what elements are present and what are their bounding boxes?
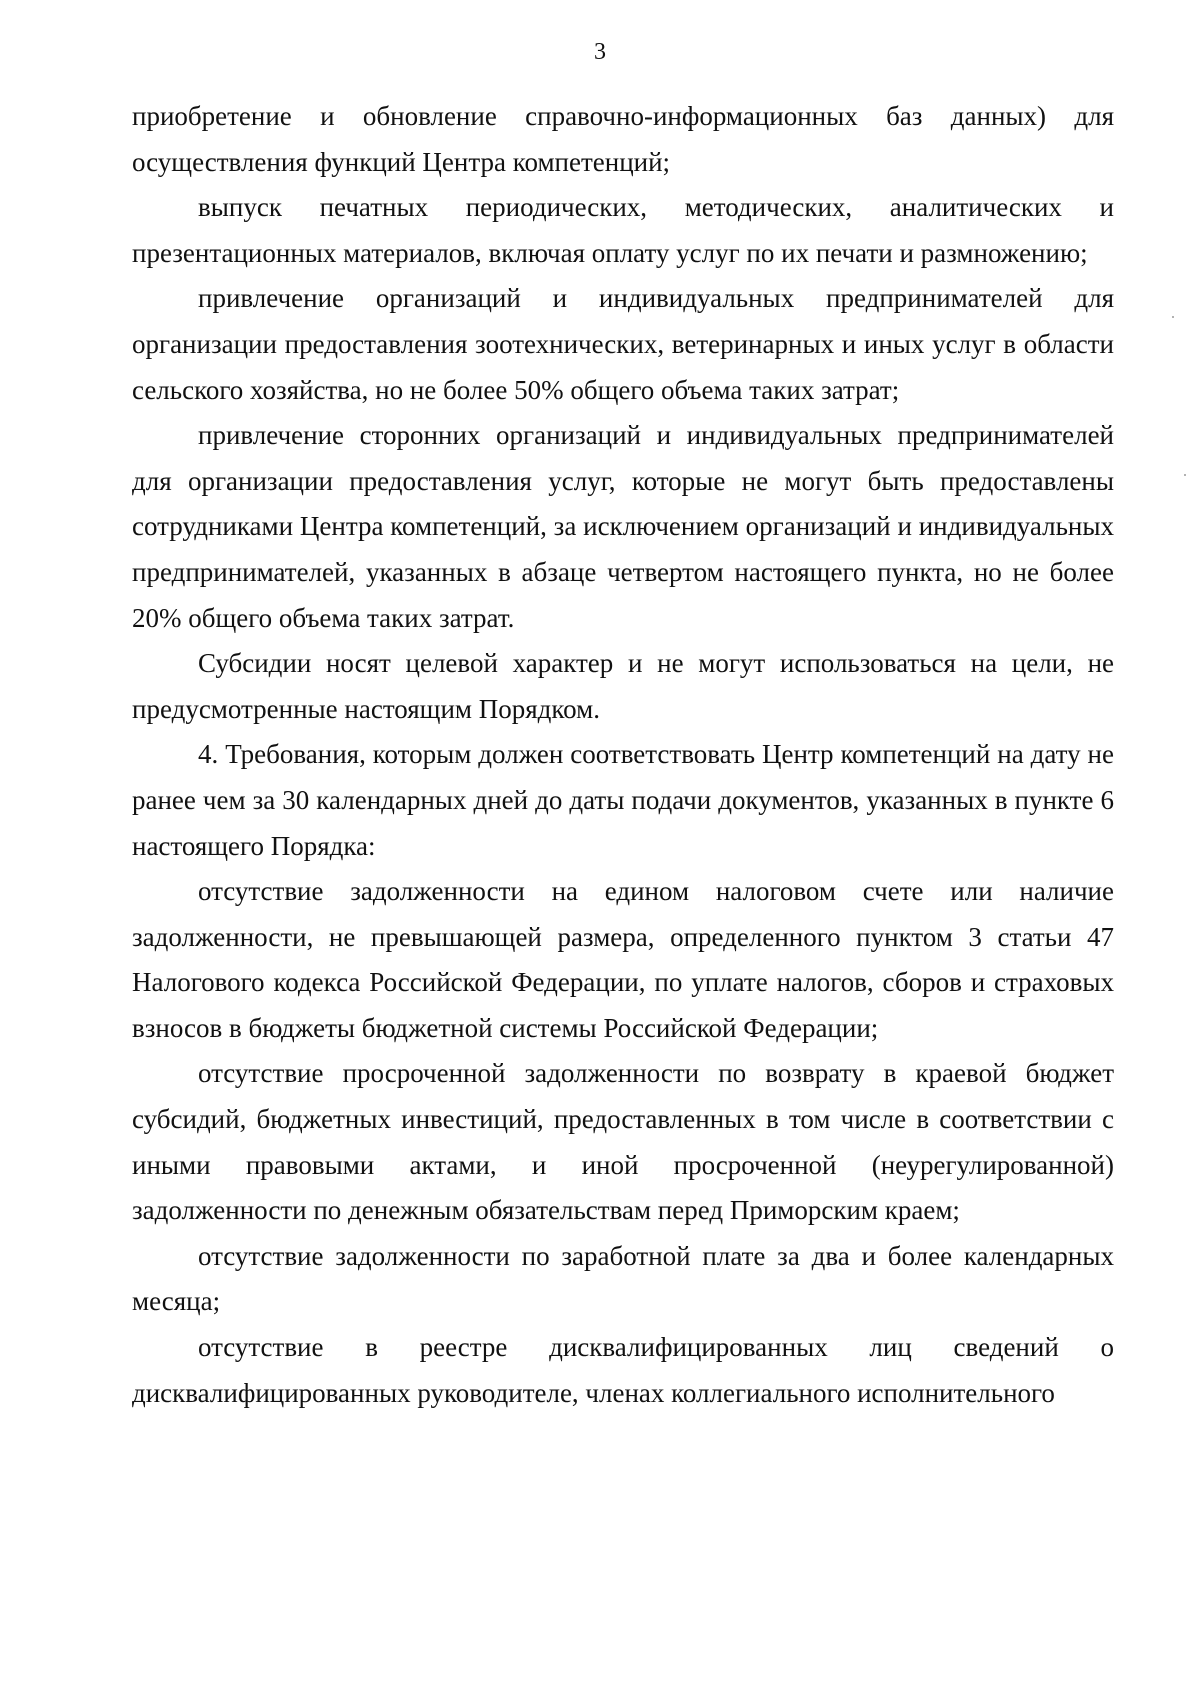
document-body [132, 94, 1114, 1416]
paragraph-requirements-heading: 4. Требования, которым должен соответствовать Центр компетенций на дату не ранее чем за 30 календарных дней до даты подачи документов, указанных в пункте 6 настоящего Порядка: [132, 739, 1114, 861]
paragraph-third-party-services: привлечение сторонних организаций и индивидуальных предпринимателей для организации предоставления услуг, которые не могут быть предоставлены сотрудниками Центра компетенций, за исключением организаций и индивидуальных предпринимателей, указанных в абзаце четвертом настоящего пункта, но не более 20% общего объема таких затрат. [132, 420, 1114, 633]
paragraph-no-overdue-debt: отсутствие просроченной задолженности по возврату в краевой бюджет субсидий, бюджетных инвестиций, предоставленных в том числе в соответствии с иными правовыми актами, и иной просроченной (неурегулированной) задолженности по денежным обязательствам перед Приморским краем; [132, 1058, 1114, 1226]
scan-dot [1184, 474, 1186, 476]
page-number: 3 [594, 39, 606, 65]
paragraph-no-salary-debt: отсутствие задолженности по заработной плате за два и более календарных месяца; [132, 1240, 1114, 1317]
paragraph-zootechnical-services: привлечение организаций и индивидуальных предпринимателей для организации предоставления зоотехнических, ветеринарных и иных услуг в области сельского хозяйства, но не более 50% общего объема таких затрат; [132, 283, 1114, 405]
scan-dot [1172, 316, 1174, 318]
paragraph-no-tax-debt: отсутствие задолженности на едином налоговом счете или наличие задолженности, не превышающей размера, определенного пунктом 3 статьи 47 Налогового кодекса Российской Федерации, по уплате налогов, сборов и страховых взносов в бюджеты бюджетной системы Российской Федерации; [132, 876, 1114, 1043]
paragraph-databases: приобретение и обновление справочно-информационных баз данных) для осуществления функций Центра компетенций; [132, 101, 1114, 177]
paragraph-printed-materials: выпуск печатных периодических, методических, аналитических и презентационных материалов, включая оплату услуг по их печати и размножению; [132, 192, 1114, 268]
paragraph-subsidy-purpose: Субсидии носят целевой характер и не могут использоваться на цели, не предусмотренные настоящим Порядком. [132, 648, 1114, 724]
paragraph-disqualified-persons: отсутствие в реестре дисквалифицированных лиц сведений о дисквалифицированных руководителе, членах коллегиального исполнительного [132, 1332, 1114, 1408]
